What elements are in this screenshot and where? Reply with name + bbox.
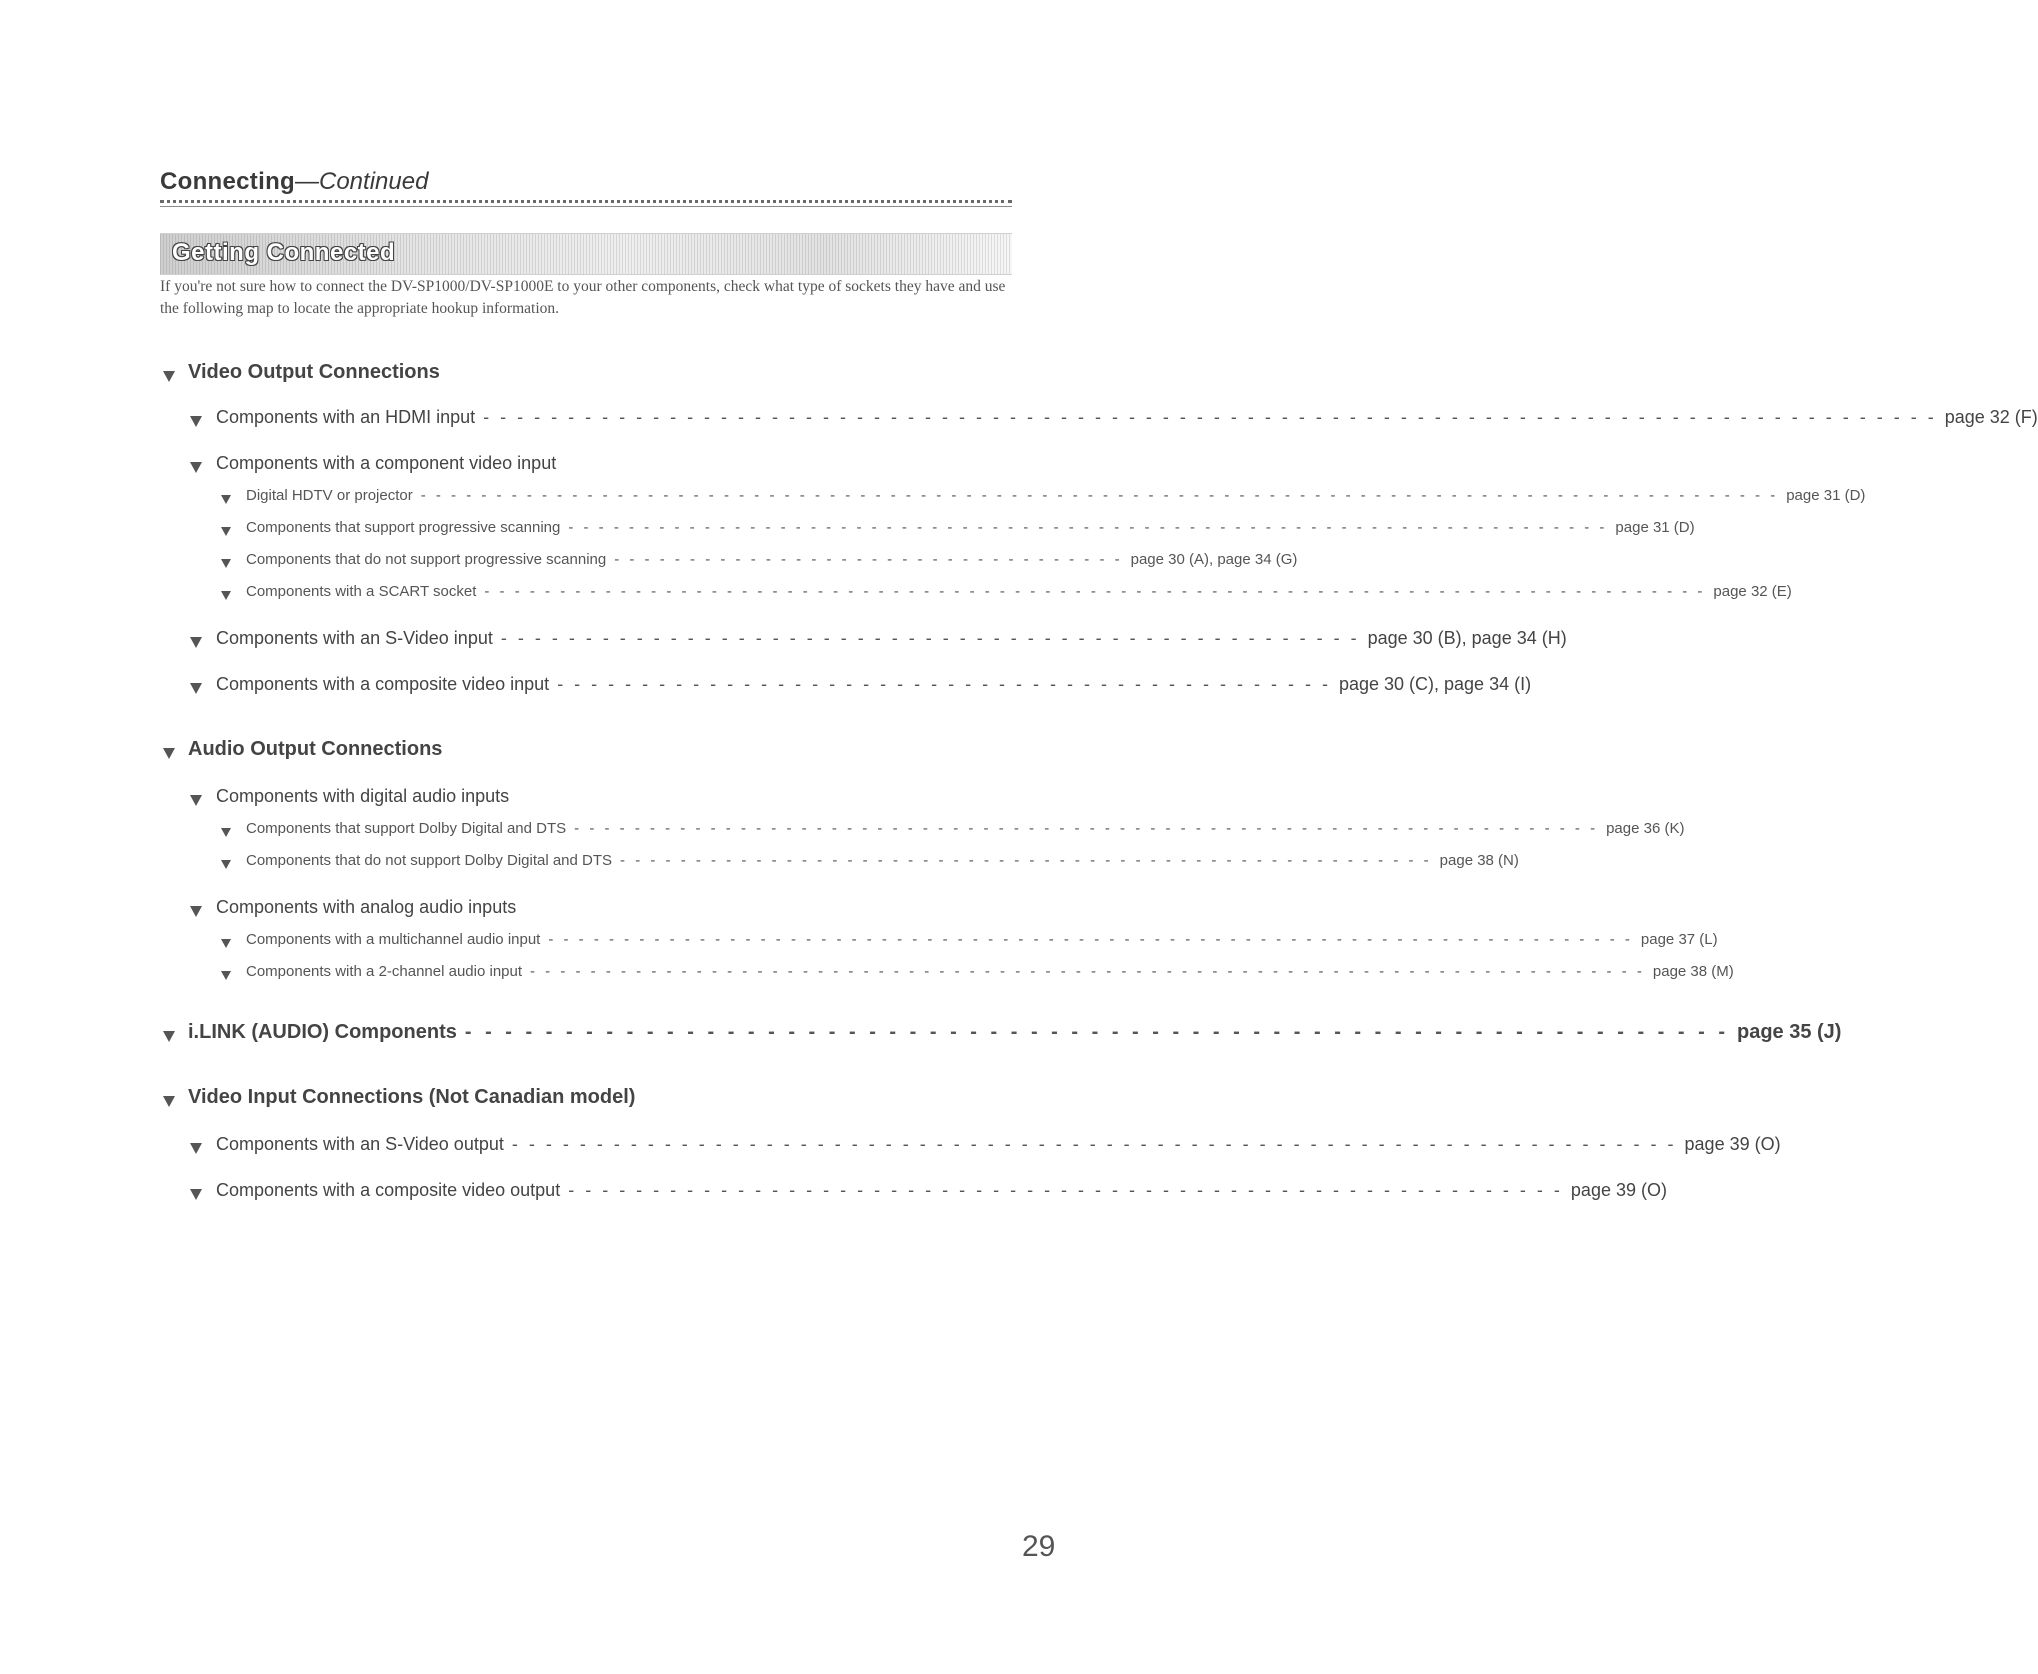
entry-page-ref: page 38 (M) [1652,963,1734,980]
triangle-bullet-icon [163,748,175,759]
entry-hdmi [216,407,2038,428]
entry-page-ref: page 32 (E) [1713,583,1792,600]
entry-page-ref: page 30 (B), page 34 (H) [1367,628,1567,648]
leader-dots: - - - - - - - - - - - - - - - - - - - - - - - - - - - - - - - - - - - - - - - - - - - - - - - - - - - - - - - - - - - - - - - [464,1021,1729,1043]
entry-composite-input [216,674,1532,695]
leader-dots: - - - - - - - - - - - - - - - - - - - - - - - - - - - - - - - - - - - - - - - - - - - - - - - - - - - - - - - - - - - - - - - - - - - - - - - - - - - - - - - - - [484,583,1706,600]
entry-component-video: Components with a component video input [216,453,557,473]
entry-non-progressive [246,551,1298,568]
triangle-bullet-icon [190,1143,202,1154]
triangle-bullet-icon [163,1096,175,1107]
entry-label: Components with a composite video output [216,1180,561,1200]
triangle-bullet-icon [163,371,175,382]
leader-dots: - - - - - - - - - - - - - - - - - - - - - - - - - - - - - - - - - - - - - - - - - - - - - - - - - - - - - - - - - - - - - - - - - - - - [574,820,1599,837]
section-video-input: Video Input Connections (Not Canadian model) [188,1086,636,1108]
entry-dolby-no-support [246,852,1519,869]
entry-digital-audio: Components with digital audio inputs [216,786,510,806]
entry-page-ref: page 31 (D) [1615,519,1695,536]
entry-page-ref: page 37 (L) [1640,931,1718,948]
entry-label: Components with a 2-channel audio input [246,963,523,980]
triangle-bullet-icon [190,1189,202,1200]
entry-label: Components that do not support progressive scanning [246,551,607,568]
leader-dots: - - - - - - - - - - - - - - - - - - - - - - - - - - - - - - - - - - - - - - - - - - - - - - - - - - - [500,628,1360,648]
entry-page-ref: page 30 (C), page 34 (I) [1338,674,1532,694]
leader-dots: - - - - - - - - - - - - - - - - - - - - - - - - - - - - - - - - - - [614,551,1123,568]
entry-label: Components that support Dolby Digital and DTS [246,820,567,837]
triangle-bullet-icon [221,939,231,948]
triangle-bullet-icon [163,1031,175,1042]
entry-page-ref: page 32 (F) [1944,407,2038,427]
entry-composite-output [216,1180,1667,1201]
entry-page-ref: page 36 (K) [1606,820,1685,837]
leader-dots: - - - - - - - - - - - - - - - - - - - - - - - - - - - - - - - - - - - - - - - - - - - - - - - - - - - - - - - - - - - - - - - - - - - - - [511,1134,1677,1154]
heading-title: Connecting [160,168,295,195]
triangle-bullet-icon [221,495,231,504]
triangle-bullet-icon [190,795,202,806]
triangle-bullet-icon [190,637,202,648]
entry-2channel [246,963,1734,980]
leader-dots: - - - - - - - - - - - - - - - - - - - - - - - - - - - - - - - - - - - - - - - - - - - - - - [557,674,1331,694]
page-number: 29 [1022,1530,1056,1563]
triangle-bullet-icon [221,828,231,837]
triangle-bullet-icon [190,416,202,427]
triangle-bullet-icon [190,683,202,694]
entry-label: Digital HDTV or projector [246,487,413,504]
banner-title: Getting Connected [172,239,396,266]
entry-scart [246,583,1792,600]
entry-page-ref: page 31 (D) [1786,487,1866,504]
page-heading [160,168,428,196]
leader-dots: - - - - - - - - - - - - - - - - - - - - - - - - - - - - - - - - - - - - - - - - - - - - - - - - - - - - - - - - - - - - - - - - - - - - - - - - [548,931,1633,948]
entry-page-ref: page 39 (O) [1684,1134,1781,1154]
entry-analog-audio: Components with analog audio inputs [216,897,517,917]
entry-page-ref: page 35 (J) [1736,1021,1842,1043]
triangle-bullet-icon [221,591,231,600]
heading-solid-rule [160,206,1012,207]
entry-svideo-input [216,628,1567,649]
triangle-bullet-icon [221,971,231,980]
section-banner [160,233,1012,275]
section-video-output: Video Output Connections [188,361,440,383]
entry-ilink [188,1021,1842,1044]
entry-page-ref: page 30 (A), page 34 (G) [1130,551,1298,568]
entry-label: Components with a composite video input [216,674,550,694]
entry-dolby-support [246,820,1685,837]
leader-dots: - - - - - - - - - - - - - - - - - - - - - - - - - - - - - - - - - - - - - - - - - - - - - - - - - - - - - - [620,852,1432,869]
entry-label: Components with a multichannel audio input [246,931,541,948]
entry-digital-hdtv [246,487,1866,504]
leader-dots: - - - - - - - - - - - - - - - - - - - - - - - - - - - - - - - - - - - - - - - - - - - - - - - - - - - - - - - - - - - - - - - - - - - - - - - - - - [530,963,1645,980]
entry-progressive [246,519,1695,536]
entry-label: Components that support progressive scanning [246,519,561,536]
entry-label: Components with a SCART socket [246,583,477,600]
leader-dots: - - - - - - - - - - - - - - - - - - - - - - - - - - - - - - - - - - - - - - - - - - - - - - - - - - - - - - - - - - - - - - - - - - - - - - - - - - - - - - - - - - - - - - [483,407,1937,427]
entry-label: Components with an S-Video input [216,628,493,648]
entry-label: Components that do not support Dolby Digital and DTS [246,852,613,869]
heading-continued: —Continued [295,168,429,195]
leader-dots: - - - - - - - - - - - - - - - - - - - - - - - - - - - - - - - - - - - - - - - - - - - - - - - - - - - - - - - - - - - [568,1180,1563,1200]
triangle-bullet-icon [190,462,202,473]
triangle-bullet-icon [221,860,231,869]
heading-dotted-rule [160,200,1012,203]
intro-paragraph: If you're not sure how to connect the DV-SP1000/DV-SP1000E to your other components, check what type of sockets they have and use the following map to locate the appropriate hookup information. [160,278,1006,317]
entry-svideo-output [216,1134,1781,1155]
entry-label: Components with an HDMI input [216,407,476,427]
leader-dots: - - - - - - - - - - - - - - - - - - - - - - - - - - - - - - - - - - - - - - - - - - - - - - - - - - - - - - - - - - - - - - - - - - - - - - - - - - - - - - - - - - - - - - - - - - [420,487,1779,504]
triangle-bullet-icon [221,527,231,536]
entry-label: Components with an S-Video output [216,1134,504,1154]
section-audio-output: Audio Output Connections [188,738,443,760]
triangle-bullet-icon [190,906,202,917]
entry-label: i.LINK (AUDIO) Components [188,1021,457,1043]
entry-page-ref: page 39 (O) [1570,1180,1667,1200]
leader-dots: - - - - - - - - - - - - - - - - - - - - - - - - - - - - - - - - - - - - - - - - - - - - - - - - - - - - - - - - - - - - - - - - - - - - - [568,519,1608,536]
triangle-bullet-icon [221,559,231,568]
entry-page-ref: page 38 (N) [1439,852,1519,869]
entry-multichannel [246,931,1718,948]
